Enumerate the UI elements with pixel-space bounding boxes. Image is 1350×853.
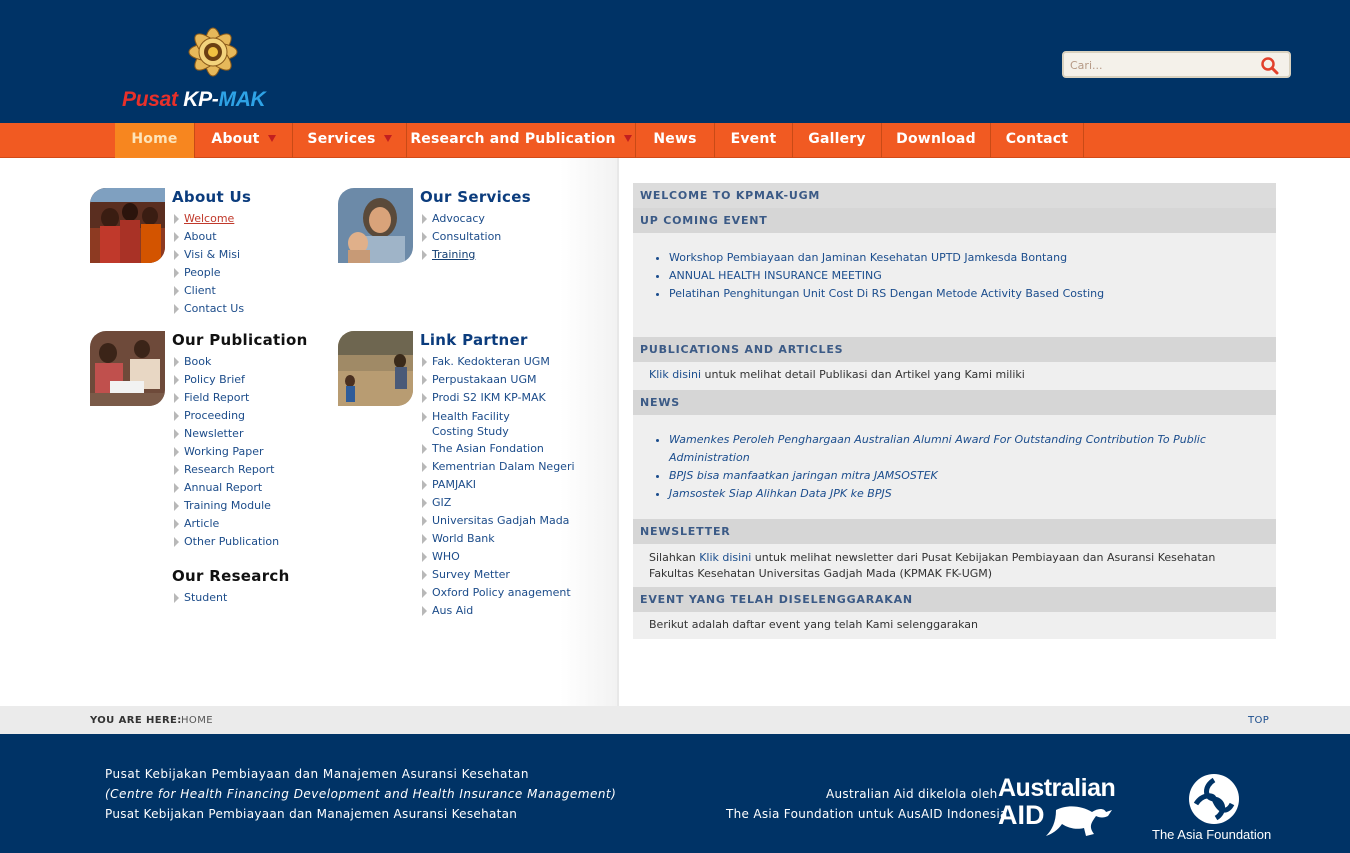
search-input[interactable] [1070,57,1250,73]
right-column [633,183,1276,639]
partner-link-giz[interactable]: GIZ [422,494,575,512]
welcome-title: WELCOME TO KPMAK-UGM [633,183,1276,208]
australian-aid-logo[interactable] [996,774,1141,844]
about-link-about[interactable]: About [174,228,244,246]
nav-event[interactable]: Event [715,123,793,158]
partner-link-ugm[interactable]: Universitas Gadjah Mada [422,512,575,530]
nav-contact[interactable]: Contact [991,123,1084,158]
nav-services[interactable]: Services [293,123,407,158]
news-title: NEWS [633,390,1276,415]
newsletter-title: NEWSLETTER [633,519,1276,544]
breadcrumb-current: HOME [181,715,213,726]
services-thumbnail [338,188,413,263]
svg-text:The Asia Foundation: The Asia Foundation [1152,827,1272,842]
upcoming-item[interactable]: • Pelatihan Penghitungan Unit Cost Di RS Dengan Metode Activity Based Costing [669,285,1260,303]
nav-home[interactable]: Home [115,123,195,158]
search-box [1062,51,1291,78]
logo-text: Pusat KP-MAK [122,88,266,111]
svg-text:Australian: Australian [998,774,1116,802]
column-divider [617,158,619,706]
partner-list [422,353,575,620]
partner-link-prodi[interactable]: Prodi S2 IKM KP-MAK [422,389,575,407]
research-list [174,589,227,607]
publication-link-research-report[interactable]: Research Report [174,461,279,479]
about-link-client[interactable]: Client [174,282,244,300]
dropdown-caret-icon [268,135,276,142]
partner-link-survey-metter[interactable]: Survey Metter [422,566,575,584]
nav-about[interactable]: About [195,123,293,158]
publication-link-proceeding[interactable]: Proceeding [174,407,279,425]
publication-link-policy-brief[interactable]: Policy Brief [174,371,279,389]
publications-body [633,362,1276,390]
about-thumbnail [90,188,165,263]
emblem-icon [178,18,248,84]
news-item[interactable]: • Jamsostek Siap Alihkan Data JPK ke BPJS [669,485,1260,503]
services-link-advocacy[interactable]: Advocacy [422,210,501,228]
newsletter-text: untuk melihat newsletter dari Pusat Kebijakan Pembiayaan dan Asuransi Kesehatan Fakultas Kesehatan Universitas Gadjah Mada (KPMAK FK-UGM) [649,551,1216,580]
partner-link-hfcs[interactable]: Health Facility Costing Study [422,409,552,439]
partner-link-pamjaki[interactable]: PAMJAKI [422,476,575,494]
publication-link-working-paper[interactable]: Working Paper [174,443,279,461]
partner-link-kemendagri[interactable]: Kementrian Dalam Negeri [422,458,575,476]
publication-list [174,353,279,551]
partner-link-fk-ugm[interactable]: Fak. Kedokteran UGM [422,353,575,371]
site-footer [0,734,1350,853]
partner-link-opm[interactable]: Oxford Policy anagement [422,584,575,602]
about-title: About Us [172,188,252,206]
publications-link[interactable]: Klik disini [649,368,702,381]
partner-link-perpustakaan[interactable]: Perpustakaan UGM [422,371,575,389]
events-done-text: Berikut adalah daftar event yang telah Kami selenggarakan [649,618,978,631]
partner-link-who[interactable]: WHO [422,548,575,566]
breadcrumb-label: YOU ARE HERE: [90,715,182,726]
partner-link-world-bank[interactable]: World Bank [422,530,575,548]
publication-link-field-report[interactable]: Field Report [174,389,279,407]
main-nav [0,123,1350,158]
about-list [174,210,244,318]
publication-block [90,331,330,556]
services-title: Our Services [420,188,531,206]
events-done-body [633,612,1276,639]
footer-line-2: (Centre for Health Financing Development and Health Insurance Management) [105,787,617,801]
about-link-welcome[interactable]: Welcome [174,210,244,228]
research-block [90,567,330,612]
publications-text: untuk melihat detail Publikasi dan Artikel yang Kami miliki [701,368,1025,381]
svg-text:AID: AID [998,800,1045,830]
publication-link-other[interactable]: Other Publication [174,533,279,551]
newsletter-pre: Silahkan [649,551,700,564]
footer-line-3: Pusat Kebijakan Pembiayaan dan Manajemen Asuransi Kesehatan [105,807,518,821]
publications-title: PUBLICATIONS AND ARTICLES [633,337,1276,362]
asia-foundation-logo[interactable] [1150,772,1272,844]
search-icon[interactable] [1260,56,1280,76]
upcoming-body [633,233,1276,337]
about-block [90,188,330,318]
top-link[interactable]: TOP [1248,715,1270,726]
publication-link-book[interactable]: Book [174,353,279,371]
nav-gallery[interactable]: Gallery [793,123,882,158]
dropdown-caret-icon [384,135,392,142]
publication-link-newsletter[interactable]: Newsletter [174,425,279,443]
research-link-student[interactable]: Student [174,589,227,607]
footer-aid-line-2: The Asia Foundation untuk AusAID Indonesia [726,807,1008,821]
nav-news[interactable]: News [636,123,715,158]
footer-line-1: Pusat Kebijakan Pembiayaan dan Manajemen Asuransi Kesehatan [105,767,530,781]
breadcrumb [0,706,1350,734]
footer-aid-line-1: Australian Aid dikelola oleh [826,787,998,801]
services-list [422,210,501,264]
dropdown-caret-icon [624,135,632,142]
publication-title: Our Publication [172,331,308,349]
news-item[interactable]: • Wamenkes Peroleh Penghargaan Australian Alumni Award For Outstanding Contribution To Public Administration [669,431,1260,467]
news-body [633,415,1276,519]
news-item[interactable]: • BPJS bisa manfaatkan jaringan mitra JAMSOSTEK [669,467,1260,485]
publication-thumbnail [90,331,165,406]
about-link-contact-us[interactable]: Contact Us [174,300,244,318]
services-block [338,188,578,268]
site-header [0,0,1350,123]
publication-link-article[interactable]: Article [174,515,279,533]
partner-thumbnail [338,331,413,406]
about-link-visi-misi[interactable]: Visi & Misi [174,246,244,264]
services-link-consultation[interactable]: Consultation [422,228,501,246]
site-logo[interactable] [118,14,318,114]
newsletter-link[interactable]: Klik disini [699,551,752,564]
upcoming-item[interactable]: • Workshop Pembiayaan dan Jaminan Kesehatan UPTD Jamkesda Bontang [669,249,1260,267]
events-done-title: EVENT YANG TELAH DISELENGGARAKAN [633,587,1276,612]
nav-download[interactable]: Download [882,123,991,158]
about-link-people[interactable]: People [174,264,244,282]
upcoming-item[interactable]: • ANNUAL HEALTH INSURANCE MEETING [669,267,1260,285]
upcoming-title: UP COMING EVENT [633,208,1276,233]
research-title: Our Research [172,567,290,585]
partner-link-asian-fondation[interactable]: The Asian Fondation [422,440,575,458]
services-link-training[interactable]: Training [422,246,501,264]
publication-link-training-module[interactable]: Training Module [174,497,279,515]
partner-title: Link Partner [420,331,528,349]
newsletter-body [633,544,1276,587]
nav-research-publication[interactable]: Research and Publication [407,123,636,158]
publication-link-annual-report[interactable]: Annual Report [174,479,279,497]
partner-block [338,331,598,626]
partner-link-ausaid[interactable]: Aus Aid [422,602,575,620]
